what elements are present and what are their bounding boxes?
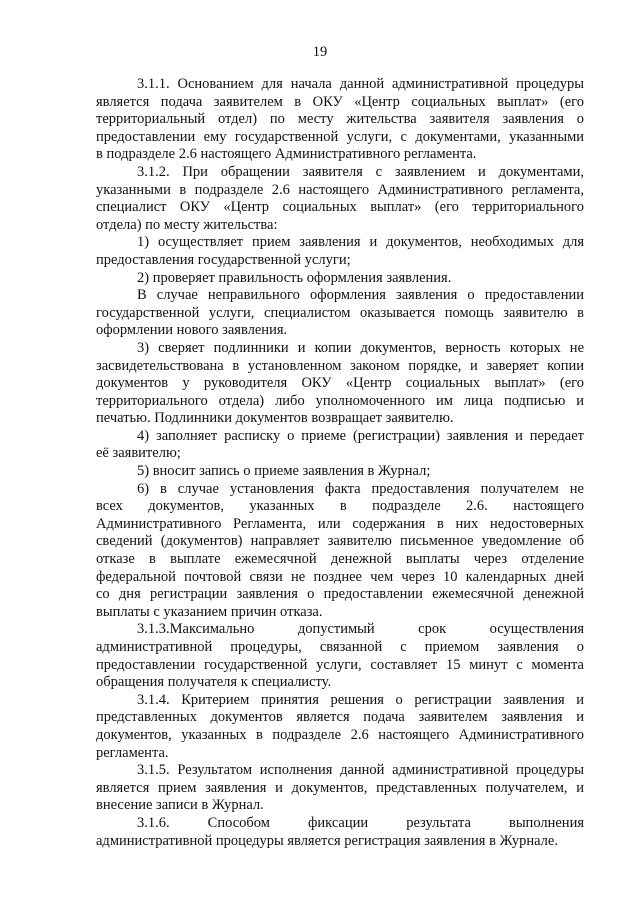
text-line: отказе в выплате ежемесячной денежной выплаты через отделение xyxy=(96,551,584,568)
text-line: 6) в случае установления факта предоставления получателем не xyxy=(137,480,584,497)
text-line: предоставлении государственной услуги, составляет 15 минут с момента xyxy=(96,656,584,673)
text-line: 1) осуществляет прием заявления и документов, необходимых для xyxy=(137,234,584,251)
text-line: выплаты с указанием причин отказа. xyxy=(96,603,323,620)
text-line: отдела) по месту жительства: xyxy=(96,216,278,233)
text-line: административной процедуры, связанной с приемом заявления о xyxy=(96,639,584,655)
text-line: государственной услуги, специалистом оказывается помощь заявителю в xyxy=(96,304,584,321)
text-line: 3.1.2. При обращении заявителя с заявлением и документами, xyxy=(137,163,584,180)
text-line: документов у руководителя ОКУ «Центр социальных выплат» (его xyxy=(96,375,584,392)
text-line: 3.1.3.Максимально допустимый срок осуществления xyxy=(137,621,584,638)
text-line: специалист ОКУ «Центр социальных выплат» (его территориального xyxy=(96,199,584,216)
text-line: всех документов, указанных в подразделе 2.6. настоящего xyxy=(96,498,584,515)
text-line: её заявителю; xyxy=(96,445,181,462)
text-line: печатью. Подлинники документов возвращает заявителю. xyxy=(96,410,454,427)
text-line: федеральной почтовой связи не позднее чем через 10 календарных дней xyxy=(96,568,584,585)
text-line: в подразделе 2.6 настоящего Административного регламента. xyxy=(96,146,477,163)
text-line: 3.1.6. Способом фиксации результата выполнения xyxy=(137,814,584,831)
text-line: документов, указанных в подразделе 2.6 настоящего Административного xyxy=(96,726,584,743)
document-body xyxy=(96,76,584,850)
text-line: является прием заявления и документов, представленных получателем, и xyxy=(96,779,584,796)
text-line: внесение записи в Журнал. xyxy=(96,797,264,814)
text-line: административной процедуры является регистрация заявления в Журнале. xyxy=(96,832,558,849)
text-line: 3) сверяет подлинники и копии документов, верность которых не xyxy=(137,339,584,356)
text-line: засвидетельствована в установленном законом порядке, и заверяет копии xyxy=(96,357,584,374)
text-line: указанными в подразделе 2.6 настоящего Административного регламента, xyxy=(96,181,584,198)
text-line: 3.1.1. Основанием для начала данной административной процедуры xyxy=(137,76,584,92)
text-line: сведений (документов) направляет заявителю письменное уведомление об xyxy=(96,533,584,550)
text-line: предоставления государственной услуги; xyxy=(96,251,351,268)
text-line: территориального отдела) либо уполномоченного им лица подписью и xyxy=(96,392,584,409)
text-line: В случае неправильного оформления заявления о предоставлении xyxy=(137,287,584,304)
page-number: 19 xyxy=(312,44,328,60)
text-line: 4) заполняет расписку о приеме (регистрации) заявления и передает xyxy=(137,427,584,444)
text-line: является подача заявителем в ОКУ «Центр социальных выплат» (его xyxy=(96,93,584,110)
text-line: регламента. xyxy=(96,744,169,761)
text-line: представленных документов является подача заявителем заявления и xyxy=(96,709,584,726)
text-line: территориальный отдел) по месту жительства заявителя заявления о xyxy=(96,111,584,128)
text-line: обращения получателя к специалисту. xyxy=(96,674,332,691)
text-line: 3.1.4. Критерием принятия решения о регистрации заявления и xyxy=(137,691,584,708)
text-line: Административного Регламента, или содержания в них недостоверных xyxy=(96,515,584,532)
text-line: 3.1.5. Результатом исполнения данной административной процедуры xyxy=(137,762,584,779)
text-line: предоставлении ему государственной услуги, с документами, указанными xyxy=(96,128,584,145)
text-line: со дня регистрации заявления о предоставлении ежемесячной денежной xyxy=(96,586,584,603)
text-line: оформлении нового заявления. xyxy=(96,322,288,339)
text-line: 2) проверяет правильность оформления заявления. xyxy=(137,269,452,286)
text-line: 5) вносит запись о приеме заявления в Журнал; xyxy=(137,463,431,480)
